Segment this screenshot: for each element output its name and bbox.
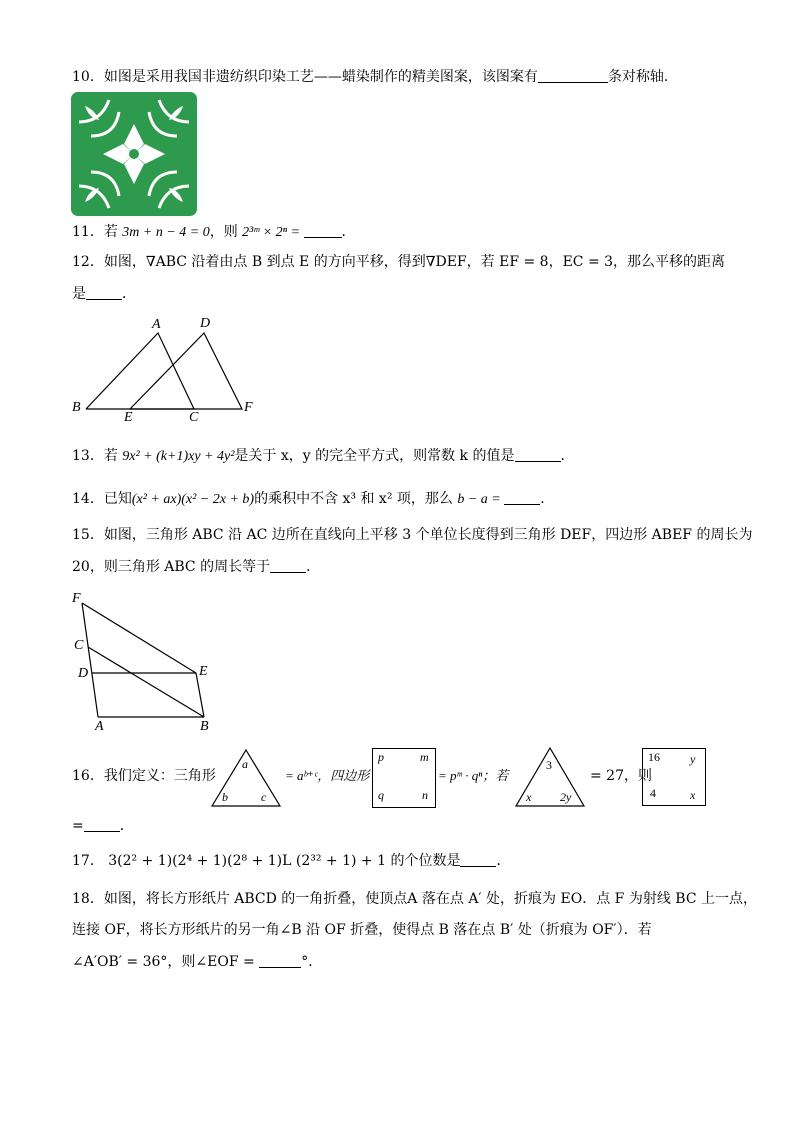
q12-line2 (72, 284, 136, 304)
q14-mid: 的乘积中不含 x³ 和 x² 项，那么 (254, 491, 458, 507)
q14-pre: 14．已知 (72, 491, 132, 507)
triangle-abc (86, 333, 194, 409)
q16-eq2: = pᵐ · qⁿ；若 (438, 768, 509, 783)
q16-tri1-top: a (242, 757, 248, 771)
q16-line2-pre: = (72, 818, 84, 834)
q15-figure-translated-triangles (70, 595, 220, 725)
q15-label-d: D (78, 666, 89, 681)
q11-expression: 2³ᵐ × 2ⁿ = (242, 225, 304, 240)
q10-blank[interactable] (538, 68, 608, 83)
q12-line2-tail: ． (122, 286, 136, 302)
q12-label-e: E (124, 410, 133, 425)
q10-text (72, 67, 678, 87)
q16-tri2-bottom-right: 2y (560, 790, 572, 804)
q15-line2-pre: 20，则三角形 ABC 的周长等于 (72, 559, 271, 575)
q14-blank[interactable] (504, 490, 540, 505)
q12-label-c: C (189, 410, 199, 425)
q11-equation: 3m + n − 4 = 0 (122, 225, 210, 240)
q17-text (72, 851, 510, 871)
q16-tri1-bottom-right: c (261, 790, 267, 804)
q18-line2: 连接 OF，将长方形纸片的另一角∠B 沿 OF 折叠，使得点 B 落在点 B′ 处（折痕为 OF′）．若 (72, 922, 652, 938)
q12-label-d: D (200, 316, 211, 331)
q14-text (72, 489, 554, 510)
q16-pre: 16．我们定义：三角形 (72, 768, 216, 784)
q13-expression: 9x² + (k+1)xy + 4y² (122, 449, 235, 464)
q16-box2-tl: 16 (648, 750, 660, 764)
q12-line1: 12．如图，∇ABC 沿着由点 B 到点 E 的方向平移，得到∇DEF，若 EF = 8，EC = 3，那么平移的距离 (72, 254, 726, 270)
q15-line1: 15．如图，三角形 ABC 沿 AC 边所在直线向上平移 3 个单位长度得到三角形 DEF，四边形 ABEF 的周长为 (72, 527, 753, 543)
batik-pattern-image (71, 92, 197, 216)
q14-expression-2: b − a = (457, 492, 505, 507)
q17-blank[interactable] (460, 852, 496, 867)
q15-label-c: C (74, 638, 84, 653)
q13-tail: ． (560, 448, 575, 464)
q12-label-a: A (152, 317, 161, 332)
q13-blank[interactable] (515, 447, 561, 462)
q16-eq1: = aᵇ⁺ᶜ，四边形 (285, 768, 370, 783)
q13-text (72, 446, 575, 467)
q15-label-b: B (200, 719, 209, 734)
q11-blank[interactable] (304, 223, 342, 238)
q12-label-b: B (72, 400, 81, 415)
q12-blank[interactable] (86, 285, 122, 300)
q14-tail: ． (540, 491, 555, 507)
q18-line3 (72, 952, 322, 972)
q16-box1-br: n (422, 788, 428, 802)
q12-figure-translation-triangles (70, 315, 270, 425)
q16-tri2-bottom-left: x (526, 790, 532, 804)
q12-label-f: F (244, 400, 253, 415)
q11-text (72, 222, 356, 243)
q18-line1: 18．如图，将长方形纸片 ABCD 的一角折叠，使顶点A 落在点 A′ 处，折痕为 EO．点 F 为射线 BC 上一点， (72, 891, 757, 907)
q16-triangle-symbol-2 (514, 746, 586, 808)
q18-line3-pre: ∠A′OB′ = 36°，则∠EOF = (72, 954, 260, 970)
q16-line2 (72, 816, 134, 836)
q16-box2-bl: 4 (650, 786, 656, 800)
q16-blank[interactable] (84, 817, 120, 832)
q15-label-a: A (95, 719, 104, 734)
q17-tail: ． (496, 853, 511, 869)
q18-line3-tail: °． (301, 954, 323, 970)
q16-box1-tr: m (420, 750, 429, 764)
q17-expression: 17． 3(2² + 1)(2⁴ + 1)(2⁸ + 1)L (2³² + 1) + 1 的个位数是 (72, 853, 461, 869)
q13-mid: 是关于 x，y 的完全平方式，则常数 k 的值是 (234, 448, 515, 464)
q18-blank[interactable] (259, 953, 301, 968)
q15-line2 (72, 557, 320, 577)
q10-tail: 条对称轴． (607, 69, 678, 85)
q15-blank[interactable] (270, 558, 306, 573)
q10-stem: 10．如图是采用我国非遗纺织印染工艺——蜡染制作的精美图案，该图案有 (72, 69, 538, 85)
q11-stem: 11．若 (72, 224, 123, 240)
q15-label-e: E (199, 664, 208, 679)
q16-box2-br: x (690, 788, 696, 802)
q16-box2-tr: y (690, 752, 696, 766)
q11-tail: ． (341, 224, 356, 240)
q16-tri2-top: 3 (546, 758, 552, 772)
q16-tri1-bottom-left: b (222, 790, 228, 804)
q16-eq3: = 27，则 (590, 768, 652, 784)
q16-box1-tl: p (378, 750, 384, 764)
q16-box1-bl: q (378, 788, 384, 802)
q15-label-f: F (72, 591, 81, 606)
q16-line2-tail: ． (119, 818, 134, 834)
q14-expression: (x² + ax)(x² − 2x + b) (131, 492, 255, 507)
q12-line2-pre: 是 (72, 286, 86, 302)
q11-mid: ，则 (209, 224, 243, 240)
q13-pre: 13．若 (72, 448, 123, 464)
q15-line2-tail: ． (306, 559, 321, 575)
